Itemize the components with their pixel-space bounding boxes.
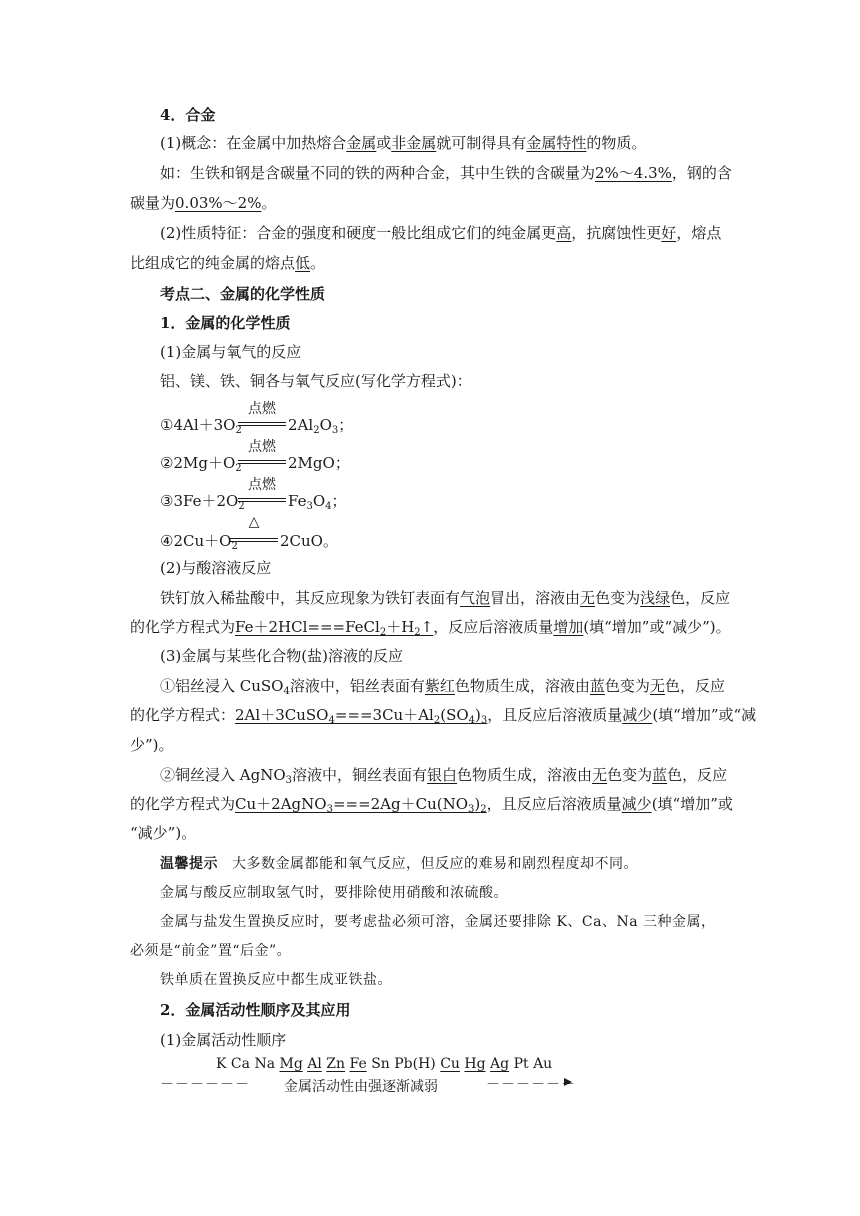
text: ④ <box>160 532 174 550</box>
acid-reaction-title: (2)与酸溶液反应 <box>160 559 272 577</box>
text: 的化学方程式为 <box>130 618 236 636</box>
reaction-condition: △ <box>248 514 260 530</box>
equals-sign <box>230 538 278 542</box>
metal-series <box>216 1056 552 1072</box>
dashes-right: －－－－－－ <box>486 1077 576 1093</box>
subscript: 4 <box>325 501 332 512</box>
text: 或 <box>376 134 392 152</box>
text: 冒出，溶液由 <box>490 589 581 607</box>
text: 铁钉放入稀盐酸中，其反应现象为铁钉表面有 <box>160 589 461 607</box>
text: ； <box>331 492 347 510</box>
text: 色变为 <box>604 677 650 695</box>
answer-blank: 蓝 <box>589 677 605 695</box>
reaction-condition: 点燃 <box>248 477 276 493</box>
text: ②铜丝浸入 AgNO <box>160 766 286 784</box>
tip-line4: 必须是“前金”置“后金”。 <box>130 943 292 959</box>
tip-label: 温馨提示 <box>160 856 218 872</box>
tip-line5: 铁单质在置换反应中都生成亚铁盐。 <box>160 972 392 988</box>
subscript: 2 <box>379 627 387 638</box>
text: ＋H <box>386 618 415 636</box>
text: (SO <box>440 706 469 724</box>
text: 的物质。 <box>586 134 647 152</box>
salt-reaction-title: (3)金属与某些化合物(盐)溶液的反应 <box>160 647 403 665</box>
answer-blank <box>235 706 487 724</box>
text: (填“增加”或 <box>651 795 733 813</box>
subscript: 3 <box>480 715 488 726</box>
text: ) <box>474 795 481 813</box>
text: ↑ <box>420 618 434 636</box>
subscript: 2 <box>235 425 242 436</box>
text: 的化学方程式为 <box>130 795 236 813</box>
metal-symbol: Al <box>307 1056 322 1072</box>
activity-series-diagram <box>160 1056 580 1096</box>
subscript: 3 <box>306 501 313 512</box>
text: ① <box>160 416 174 434</box>
text: 。 <box>322 532 338 550</box>
subscript: 4 <box>328 715 335 726</box>
subscript: 2 <box>414 627 421 638</box>
text: Fe＋2HCl===FeCl <box>235 618 380 636</box>
text: 比组成它的纯金属的熔点 <box>130 254 296 272</box>
equation-lhs <box>160 530 238 552</box>
text: 的化学方程式： <box>130 706 236 724</box>
text: ，熔点 <box>676 224 722 242</box>
text: 2Al <box>288 416 314 434</box>
equation-4 <box>160 514 380 554</box>
metal-symbol: Hg <box>464 1056 486 1072</box>
text: ，抗腐蚀性更 <box>571 224 662 242</box>
text: ，且反应后溶液质量 <box>486 795 622 813</box>
answer-blank: 蓝 <box>652 766 668 784</box>
metal-symbol: Na <box>254 1056 276 1072</box>
text: ； <box>338 416 354 434</box>
salt-a-line2 <box>130 704 756 732</box>
text: 大多数金属都能和氧气反应，但反应的难易和剧烈程度却不同。 <box>232 856 638 872</box>
text: ③ <box>160 492 174 510</box>
text: 溶液中，铜丝表面有 <box>292 766 428 784</box>
text: ② <box>160 454 174 472</box>
alloy-props-line1 <box>160 222 721 244</box>
equation-rhs <box>288 414 353 436</box>
answer-blank: 紫红 <box>424 677 455 695</box>
equals-sign <box>238 460 286 464</box>
subscript: 2 <box>480 804 487 815</box>
answer-blank: 金属特性 <box>526 134 587 152</box>
answer-blank: 浅绿 <box>640 589 671 607</box>
text: ①铝丝浸入 CuSO <box>160 677 284 695</box>
answer-blank <box>235 618 433 636</box>
text: O <box>312 492 326 510</box>
text: 色变为 <box>607 766 653 784</box>
text: Fe <box>288 492 307 510</box>
reaction-condition: 点燃 <box>248 439 276 455</box>
text: 3Fe＋2O <box>173 492 239 510</box>
answer-blank: 好 <box>661 224 677 242</box>
oxygen-reaction-title: (1)金属与氧气的反应 <box>160 343 302 361</box>
alloy-props-line2 <box>130 252 325 274</box>
salt-b-line2 <box>130 793 733 821</box>
salt-b-line3: “减少”)。 <box>130 824 197 842</box>
text: 色，反应 <box>667 766 728 784</box>
text: ，反应后溶液质量 <box>433 618 554 636</box>
text: (2)性质特征：合金的强度和硬度一般比组成它们的纯金属更 <box>160 224 557 242</box>
equals-sign <box>238 422 286 426</box>
equation-lhs <box>160 490 245 512</box>
answer-blank: 减少 <box>621 795 652 813</box>
text: 就可制得具有 <box>436 134 527 152</box>
metal-symbol: Zn <box>326 1056 346 1072</box>
answer-blank: 减少 <box>622 706 653 724</box>
equation-lhs <box>160 452 242 474</box>
metal-symbol: Pb(H) <box>394 1056 436 1072</box>
text: 色物质生成，溶液由 <box>454 677 590 695</box>
alloy-example-line1 <box>160 162 732 184</box>
tip-line3: 金属与盐发生置换反应时，要考虑盐必须可溶，金属还要排除 K、Ca、Na 三种金属， <box>160 914 716 930</box>
metal-symbol: Ag <box>490 1056 510 1072</box>
equation-rhs <box>288 490 347 512</box>
metal-symbol: Cu <box>440 1056 460 1072</box>
metal-symbol: K <box>216 1056 227 1072</box>
answer-blank: 低 <box>295 254 311 272</box>
subscript: 4 <box>283 686 290 697</box>
section-1-title: 1．金属的化学性质 <box>160 314 291 332</box>
section-4-title: 4．合金 <box>160 106 216 124</box>
reaction-condition: 点燃 <box>248 401 276 417</box>
text: 2Cu＋O <box>173 532 232 550</box>
subscript: 2 <box>235 463 242 474</box>
answer-blank: 气泡 <box>460 589 491 607</box>
text: ===2Ag＋Cu(NO <box>332 795 469 813</box>
subscript: 3 <box>285 775 293 786</box>
equation-rhs <box>288 452 350 473</box>
metal-symbol: Fe <box>349 1056 367 1072</box>
text: ，且反应后溶液质量 <box>487 706 623 724</box>
text: 如：生铁和钢是含碳量不同的铁的两种合金，其中生铁的含碳量为 <box>160 164 596 182</box>
text: O <box>319 416 332 434</box>
answer-blank: 银白 <box>427 766 458 784</box>
text: (填“增加”或“减 <box>652 706 757 724</box>
equation-1 <box>160 398 380 438</box>
text: 碳量为 <box>130 194 176 212</box>
salt-b-line1 <box>160 764 727 792</box>
text: 色，反应 <box>664 677 725 695</box>
subscript: 2 <box>231 541 238 552</box>
tip-line2: 金属与酸反应制取氢气时，要排除使用硝酸和浓硫酸。 <box>160 885 508 901</box>
text: 2Mg＋O <box>173 454 236 472</box>
text: Cu＋2AgNO <box>235 795 327 813</box>
text: 4Al＋3O <box>173 416 236 434</box>
metal-symbol: Pt <box>513 1056 529 1072</box>
answer-blank <box>235 795 487 813</box>
subscript: 2 <box>313 425 320 436</box>
equation-2 <box>160 436 380 476</box>
activity-series-caption: 金属活动性由强逐渐减弱 <box>284 1079 438 1095</box>
answer-blank: 无 <box>592 766 608 784</box>
equation-rhs <box>280 530 338 551</box>
metal-symbol: Sn <box>371 1056 390 1072</box>
answer-blank: 2%～4.3% <box>595 164 672 182</box>
answer-blank: 无 <box>580 589 596 607</box>
topic-2-heading: 考点二、金属的化学性质 <box>160 285 326 303</box>
equation-lhs <box>160 414 242 436</box>
subscript: 3 <box>468 804 475 815</box>
dashes-left: －－－－－－ <box>160 1077 250 1093</box>
text: 2Al＋3CuSO <box>235 706 329 724</box>
subscript: 3 <box>326 804 333 815</box>
oxygen-reaction-intro: 铝、镁、铁、铜各与氧气反应(写化学方程式)： <box>160 372 472 390</box>
subscript: 2 <box>238 501 245 512</box>
metal-symbol: Au <box>533 1056 553 1072</box>
acid-reaction-line2 <box>130 616 731 644</box>
text: (填“增加”或“减少”)。 <box>583 618 731 636</box>
alloy-example-line2 <box>130 192 276 214</box>
acid-reaction-line1 <box>160 587 730 609</box>
answer-blank: 高 <box>556 224 572 242</box>
text: 。 <box>310 254 326 272</box>
text: (1)概念：在金属中加热熔合 <box>160 134 347 152</box>
text: 2MgO <box>288 454 335 472</box>
metal-symbol: Mg <box>279 1056 303 1072</box>
metal-symbol: Ca <box>230 1056 250 1072</box>
text: 。 <box>261 194 277 212</box>
text: 2CuO <box>280 532 323 550</box>
answer-blank: 0.03%～2% <box>175 194 262 212</box>
equation-3 <box>160 474 380 514</box>
alloy-concept <box>160 132 646 154</box>
text: 色物质生成，溶液由 <box>457 766 593 784</box>
salt-a-line1 <box>160 675 725 703</box>
text: ，钢的含 <box>671 164 732 182</box>
salt-a-line3: 少”)。 <box>130 736 174 754</box>
text: ===3Cu＋Al <box>334 706 434 724</box>
answer-blank: 非金属 <box>391 134 437 152</box>
text: 色变为 <box>595 589 641 607</box>
equals-sign <box>238 498 286 502</box>
section-2-title: 2．金属活动性顺序及其应用 <box>160 1001 351 1019</box>
arrow-right-icon <box>564 1078 572 1086</box>
activity-series-title: (1)金属活动性顺序 <box>160 1031 287 1049</box>
subscript: 4 <box>468 715 476 726</box>
answer-blank: 增加 <box>553 618 584 636</box>
text: 色，反应 <box>670 589 731 607</box>
answer-blank: 金属 <box>346 134 377 152</box>
tip-line1 <box>160 853 638 875</box>
text: 溶液中，铝丝表面有 <box>289 677 425 695</box>
subscript: 3 <box>331 425 339 436</box>
subscript: 2 <box>433 715 441 726</box>
text: ) <box>475 706 481 724</box>
answer-blank: 无 <box>649 677 665 695</box>
text: ； <box>334 454 350 472</box>
